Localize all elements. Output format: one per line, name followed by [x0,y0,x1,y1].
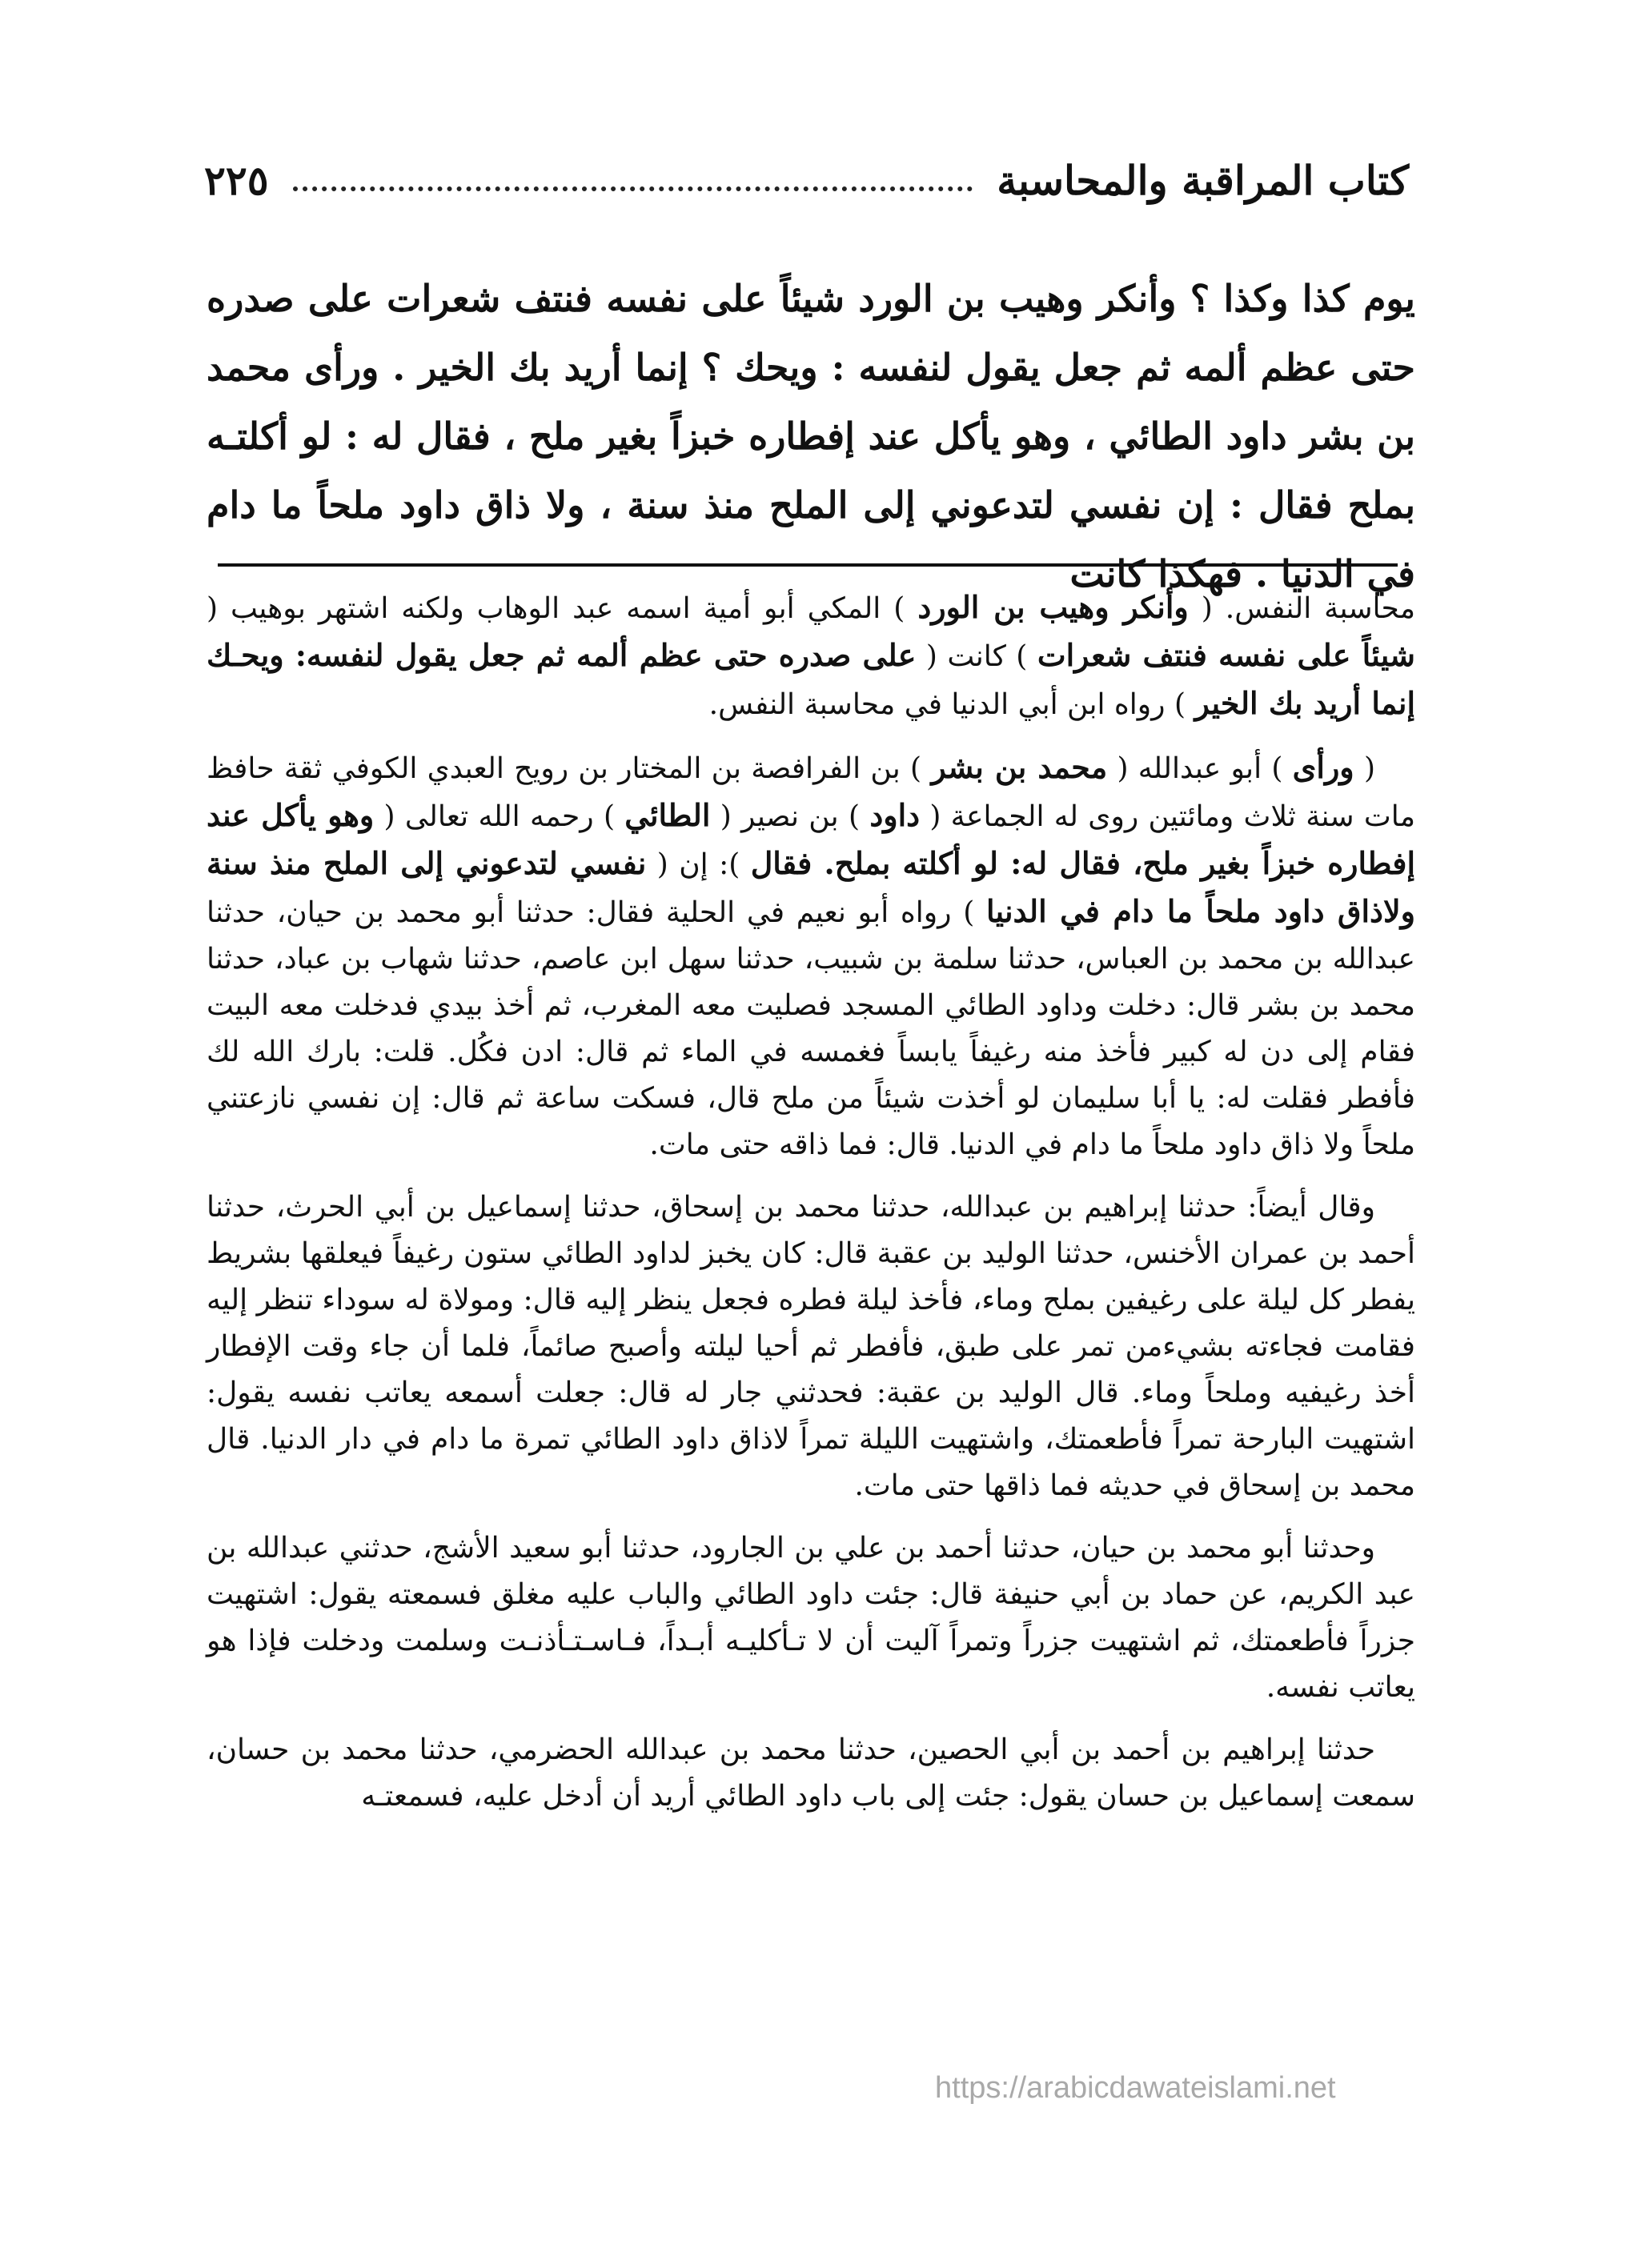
main-text [207,264,1415,608]
watermark-url: https://arabicdawateislami.net [935,2071,1336,2105]
commentary-paragraph-4: وحدثنا أبو محمد بن حيان، حدثنا أحمد بن علي بن الجارود، حدثنا أبو سعيد الأشج، حدثني عبدالله بن عبد الكريم، عن حماد بن أبي حنيفة قال: جئت داود الطائي والباب عليه مغلق فسمعته يقول: اشتهيت جزراً فأطعمتك، ثم اشتهيت جزراً وتمراً آليت أن لا تـأكليـه أبـداً، فـاسـتـأذنـت وسلمت ودخلت فإذا هو يعاتب نفسه. [207,1532,1415,1704]
commentary-paragraph-1: محاسبة النفس. ( وأنكر وهيب بن الورد ) المكي أبو أمية اسمه عبد الوهاب ولكنه اشتهر بوهيب ( شيئاً على نفسه فنتف شعرات ) كانت ( على صدره حتى عظم ألمه ثم جعل يقول لنفسه: ويحـك إنما أريد بك الخير ) رواه ابن أبي الدنيا في محاسبة النفس. [207,589,1415,721]
commentary-paragraph-3: وقال أيضاً: حدثنا إبراهيم بن عبدالله، حدثنا محمد بن إسحاق، حدثنا إسماعيل بن أبي الحرث، حدثنا أحمد بن عمران الأخنس، حدثنا الوليد بن عقبة قال: كان يخبز لداود الطائي ستون رغيفاً فيعلقها بشريط يفطر كل ليلة على رغيفين بملح وماء، فأخذ ليلة فطره فجعل ينظر إليه قال: ومولاة له سوداء تنظر إليه فقامت فجاءته بشيءمن تمر على طبق، فأفطر ثم أحيا ليلته وأصبح صائماً، فلما أن جاء وقت الإفطار أخذ رغيفيه وملحاً وماء. قال الوليد بن عقبة: فحدثني جار له قال: جعلت أسمعه يعاتب نفسه يقول: اشتهيت البارحة تمراً فأطعمتك، واشتهيت الليلة تمراً لاذاق داود الطائي تمرة ما دام في دار الدنيا. قال محمد بن إسحاق في حديثه فما ذاقها حتى مات. [207,1191,1416,1502]
page-number: ٢٢٥ [204,156,269,204]
commentary-paragraph-2: ( ورأى ) أبو عبدالله ( محمد بن بشر ) بن الفرافصة بن المختار بن رويح العبدي الكوفي ثقة حافظ مات سنة ثلاث ومائتين روى له الجماعة ( داود ) بن نصير ( الطائي ) رحمه الله تعالى ( وهو يأكل عند إفطاره خبزاً بغير ملح، فقال له: لو أكلته بملح. فقال ): إن ( نفسي لتدعوني إلى الملح منذ سنة ولاذاق داود ملحاً ما دام في الدنيا ) رواه أبو نعيم في الحلية فقال: حدثنا أبو محمد بن حيان، حدثنا عبدالله بن محمد بن العباس، حدثنا سلمة بن شبيب، حدثنا سهل ابن عاصم، حدثنا شهاب بن عباد، حدثنا محمد بن بشر قال: دخلت وداود الطائي المسجد فصليت معه المغرب، ثم أخذ بيدي فدخلت معه البيت فقام إلى دن له كبير فأخذ منه رغيفاً يابساً فغمسه في الماء ثم قال: ادن فكُل. قلت: بارك الله لك فأفطر فقلت له: يا أبا سليمان لو أخذت شيئاً من ملح قال، فسكت ساعة ثم قال: إن نفسي نازعتني ملحاً ولا ذاق داود ملحاً ما دام في الدنيا. قال: فما ذاقه حتى مات. [207,749,1416,1161]
commentary [207,584,1415,1836]
book-title: كتاب المراقبة والمحاسبة [997,156,1409,204]
leader-dots [293,169,973,191]
commentary-paragraph-5: حدثنا إبراهيم بن أحمد بن أبي الحصين، حدثنا محمد بن عبدالله الحضرمي، حدثنا محمد بن حسان، سمعت إسماعيل بن حسان يقول: جئت إلى باب داود الطائي أريد أن أدخل عليه، فسمعتـه [207,1733,1415,1813]
running-header [204,144,1409,216]
footnote-separator [218,563,1398,567]
main-paragraph: يوم كذا وكذا ؟ وأنكر وهيب بن الورد شيئاً على نفسه فنتف شعرات على صدره حتى عظم ألمه ثم جعل يقول لنفسه : ويحك ؟ إنما أريد بك الخير . ورأى محمد بن بشر داود الطائي ، وهو يأكل عند إفطاره خبزاً بغير ملح ، فقال له : لو أكلتـه بملح فقال : إن نفسي لتدعوني إلى الملح منذ سنة ، ولا ذاق داود ملحاً ما دام في الدنيا . فهكذا كانت [207,277,1415,595]
